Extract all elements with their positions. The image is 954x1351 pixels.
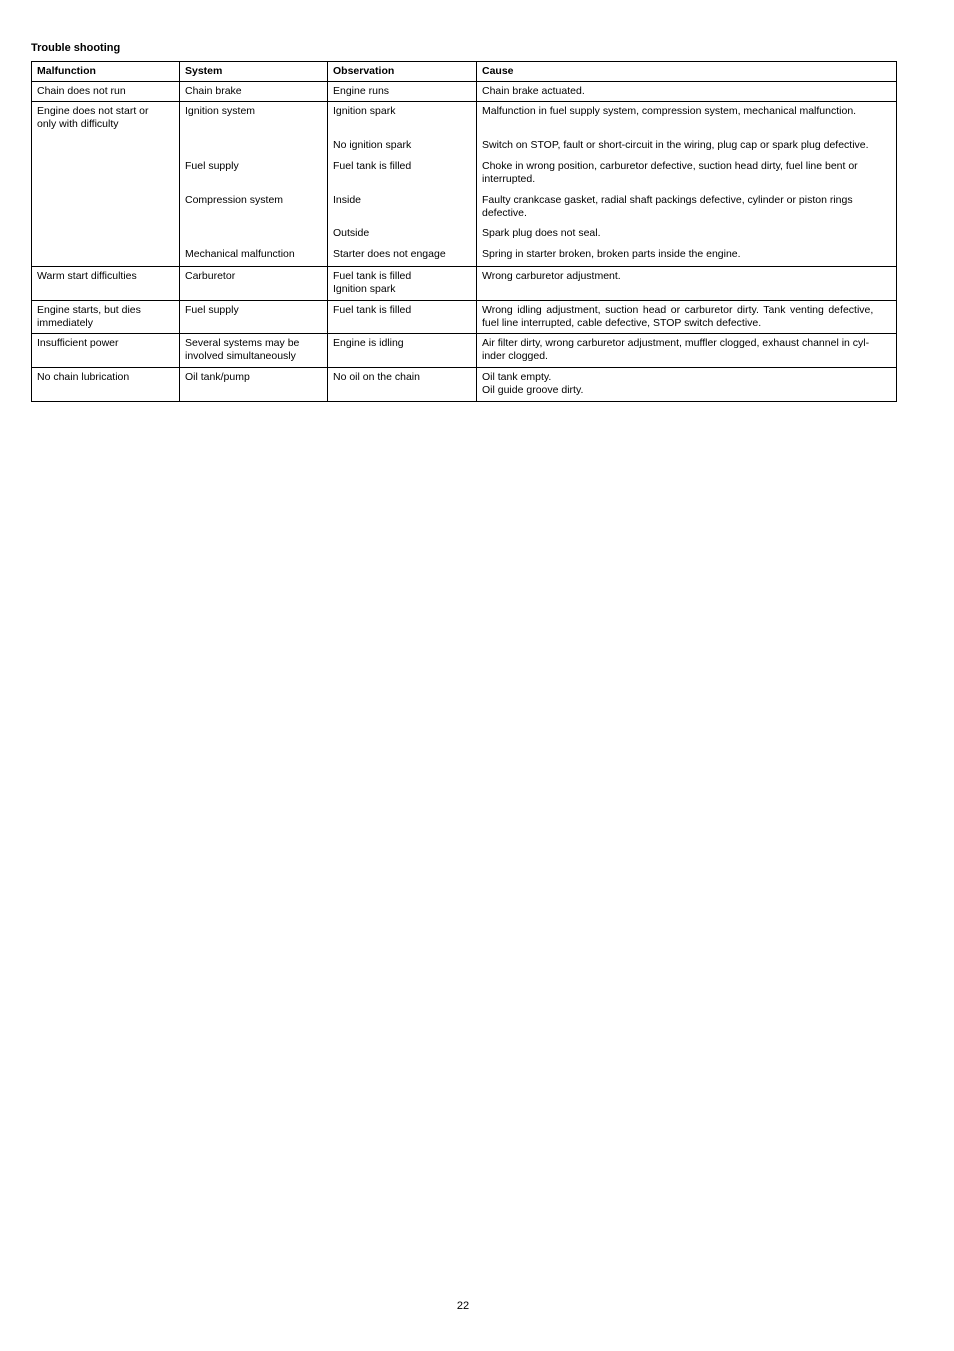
page-number: 22 bbox=[456, 1300, 470, 1312]
observation-cell: Fuel tank is filled bbox=[333, 160, 412, 172]
observation-cell: No oil on the chain bbox=[333, 371, 420, 383]
trouble-shooting-table bbox=[31, 61, 897, 402]
cause-cell bbox=[477, 334, 896, 363]
malfunction-cell: Chain does not run bbox=[37, 85, 126, 97]
malfunction-cell: Warm start difficulties bbox=[37, 270, 137, 282]
cause-cell: Malfunction in fuel supply system, compression system, mechanical malfunction. bbox=[482, 105, 857, 117]
system-cell bbox=[180, 334, 327, 363]
table-row bbox=[32, 82, 897, 102]
observation-cell: Inside bbox=[333, 194, 362, 206]
cause-line: Choke in wrong position, carburetor defective, suction head dirty, fuel line bent or bbox=[482, 160, 858, 172]
observation-cell: Outside bbox=[333, 227, 370, 239]
system-line: involved simultaneously bbox=[185, 350, 296, 362]
system-cell: Carburetor bbox=[185, 270, 236, 282]
malfunction-cell: Insufficient power bbox=[37, 337, 119, 349]
system-cell: Fuel supply bbox=[185, 160, 239, 172]
system-cell: Compression system bbox=[185, 194, 284, 206]
cause-cell: Spring in starter broken, broken parts inside the engine. bbox=[482, 248, 741, 260]
malfunction-line: Engine starts, but dies bbox=[37, 304, 141, 316]
table-row bbox=[32, 267, 897, 301]
malfunction-line: Engine does not start or bbox=[37, 105, 149, 117]
observation-cell bbox=[328, 267, 476, 296]
observation-line: Fuel tank is filled bbox=[333, 270, 412, 282]
malfunction-line: only with difficulty bbox=[37, 118, 119, 130]
malfunction-cell: No chain lubrication bbox=[37, 371, 130, 383]
observation-line: Ignition spark bbox=[333, 283, 396, 295]
cause-line: fuel line interrupted, cable defective, STOP switch defective. bbox=[482, 317, 762, 329]
system-line: Several systems may be bbox=[185, 337, 300, 349]
cause-line: Oil guide groove dirty. bbox=[482, 384, 584, 396]
cause-line: defective. bbox=[482, 207, 527, 219]
system-cell: Chain brake bbox=[185, 85, 242, 97]
cause-cell: Chain brake actuated. bbox=[482, 85, 585, 97]
cause-cell: Spark plug does not seal. bbox=[482, 227, 601, 239]
system-cell: Oil tank/pump bbox=[185, 371, 250, 383]
header-observation: Observation bbox=[328, 62, 477, 82]
table-header-row bbox=[32, 62, 897, 82]
table-row bbox=[32, 368, 897, 402]
system-cell: Fuel supply bbox=[185, 304, 239, 316]
system-cell: Ignition system bbox=[185, 105, 256, 117]
observation-cell: No ignition spark bbox=[333, 139, 412, 151]
page-title: Trouble shooting bbox=[31, 42, 121, 54]
malfunction-line: immediately bbox=[37, 317, 94, 329]
observation-cell: Fuel tank is filled bbox=[333, 304, 412, 316]
cause-line: inder clogged. bbox=[482, 350, 548, 362]
observation-cell: Starter does not engage bbox=[333, 248, 446, 260]
system-cell: Mechanical malfunction bbox=[185, 248, 295, 260]
table-row bbox=[32, 102, 897, 267]
header-malfunction: Malfunction bbox=[32, 62, 180, 82]
cause-line: Wrong idling adjustment, suction head or carburetor dirty. Tank venting defective, bbox=[482, 304, 874, 316]
cause-cell bbox=[477, 368, 896, 397]
malfunction-cell bbox=[32, 102, 179, 131]
table-row bbox=[32, 301, 897, 334]
cause-line: Air filter dirty, wrong carburetor adjustment, muffler clogged, exhaust channel in cyl- bbox=[482, 337, 870, 349]
observation-cell: Ignition spark bbox=[333, 105, 396, 117]
cause-cell: Wrong carburetor adjustment. bbox=[482, 270, 621, 282]
header-system: System bbox=[180, 62, 328, 82]
header-cause: Cause bbox=[477, 62, 897, 82]
cause-line: Faulty crankcase gasket, radial shaft packings defective, cylinder or piston rings bbox=[482, 194, 853, 206]
observation-cell: Engine runs bbox=[333, 85, 390, 97]
cause-line: Oil tank empty. bbox=[482, 371, 552, 383]
cause-line: interrupted. bbox=[482, 173, 536, 185]
table-row bbox=[32, 334, 897, 368]
cause-cell bbox=[477, 301, 896, 330]
observation-cell: Engine is idling bbox=[333, 337, 404, 349]
malfunction-cell bbox=[32, 301, 179, 330]
cause-cell: Switch on STOP, fault or short-circuit in the wiring, plug cap or spark plug defective. bbox=[482, 139, 869, 151]
